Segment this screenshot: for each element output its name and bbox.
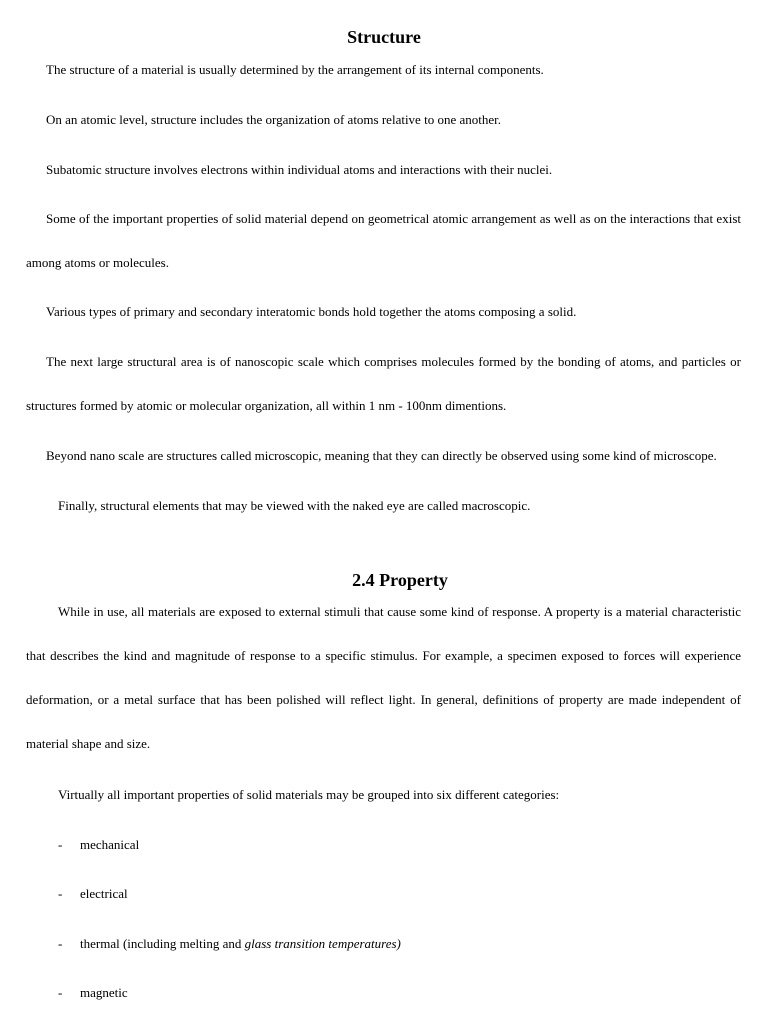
list-item <box>58 984 128 1002</box>
list-bullet: - <box>58 936 63 951</box>
list-item-text: magnetic <box>80 985 128 1000</box>
list-item-text: thermal (including melting and <box>80 936 245 951</box>
list-item <box>58 885 128 903</box>
list-bullet: - <box>58 886 63 901</box>
list-item <box>58 935 401 953</box>
list-item-text: electrical <box>80 886 128 901</box>
paragraph: The structure of a material is usually determined by the arrangement of its internal components. <box>46 62 544 77</box>
list-bullet: - <box>58 837 63 852</box>
paragraph: The next large structural area is of nanoscopic scale which comprises molecules formed by the bonding of atoms, and particles or structures formed by atomic or molecular organization, all within 1 nm - 100nm dimentions. <box>26 354 741 413</box>
list-item <box>58 836 139 854</box>
paragraph: Some of the important properties of solid material depend on geometrical atomic arrangement as well as on the interactions that exist among atoms or molecules. <box>26 211 741 270</box>
paragraph: Finally, structural elements that may be viewed with the naked eye are called macroscopic. <box>58 498 531 513</box>
section-heading-property: 2.4 Property <box>352 570 448 590</box>
list-bullet: - <box>58 985 63 1000</box>
paragraph: Virtually all important properties of solid materials may be grouped into six different categories: <box>58 787 560 802</box>
paragraph: Subatomic structure involves electrons within individual atoms and interactions with their nuclei. <box>46 162 553 177</box>
list-item-italic-text: glass transition temperatures) <box>244 936 401 951</box>
paragraph: Beyond nano scale are structures called microscopic, meaning that they can directly be observed using some kind of microscope. <box>46 448 717 463</box>
paragraph: On an atomic level, structure includes the organization of atoms relative to one another. <box>46 112 501 127</box>
list-item-text: mechanical <box>80 837 140 852</box>
paragraph: While in use, all materials are exposed to external stimuli that cause some kind of response. A property is a material characteristic that describes the kind and magnitude of response to a specific stimulus. For example, a specimen exposed to forces will experience deformation, or a metal surface that has been polished will reflect light. In general, definitions of property are made independent of material shape and size. <box>26 604 741 751</box>
section-heading-structure: Structure <box>347 27 421 47</box>
paragraph: Various types of primary and secondary interatomic bonds hold together the atoms composing a solid. <box>46 304 577 319</box>
